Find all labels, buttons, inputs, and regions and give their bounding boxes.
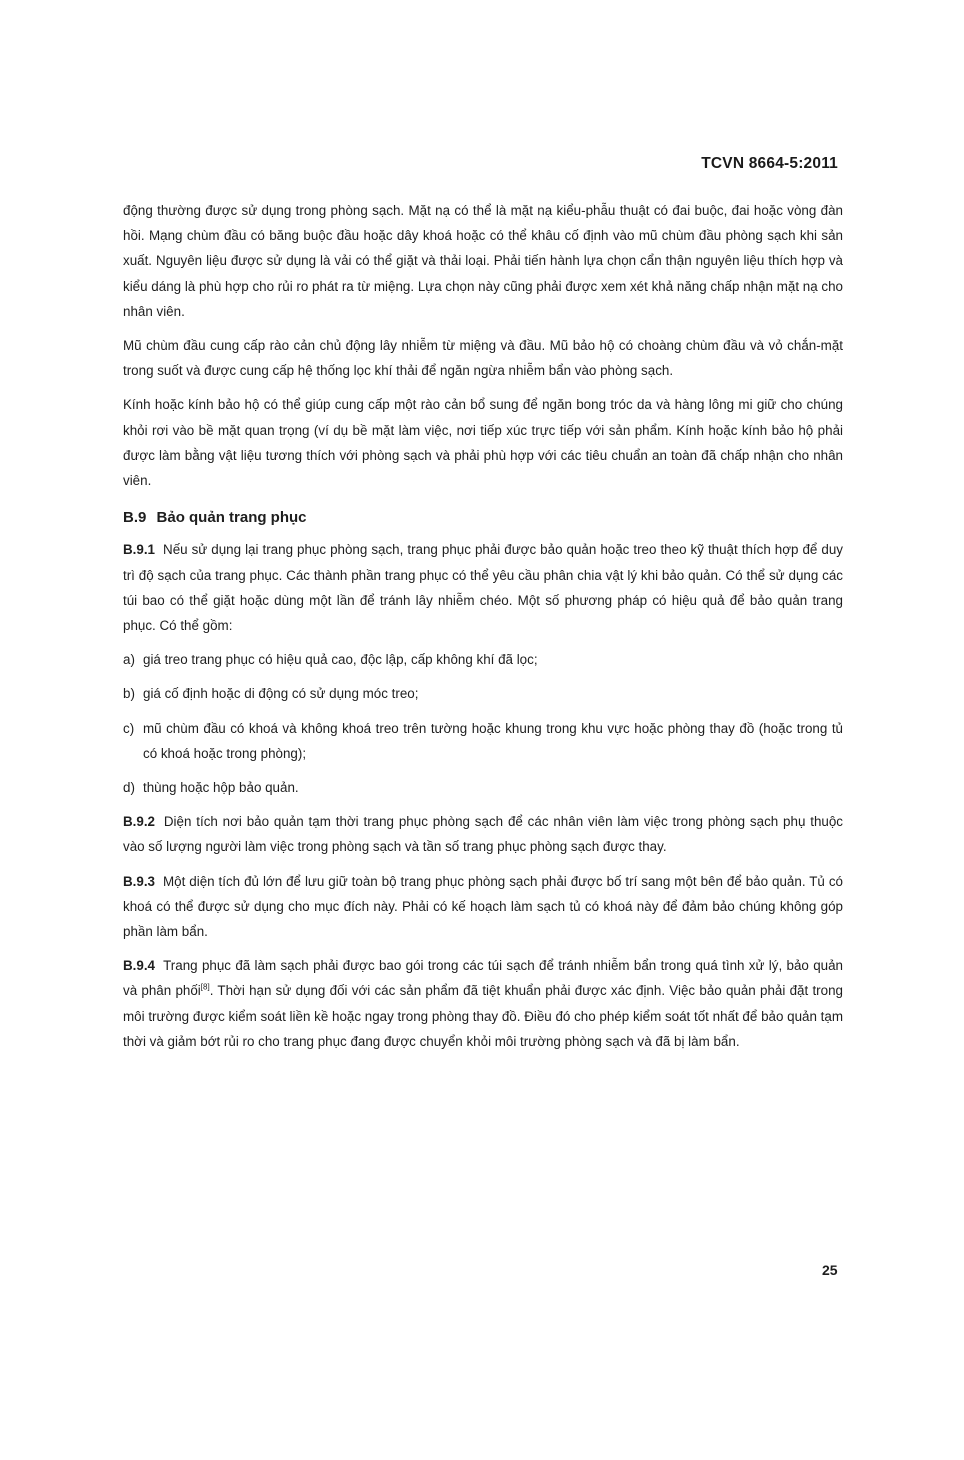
clause-text-part1: Trang phục đã làm sạch phải được bao gói trong các túi sạch để tránh nhiễm bẩn trong quá tình xử lý, bảo quản và phân phối xyxy=(123,958,844,999)
list-text: mũ chùm đầu có khoá và không khoá treo trên tường hoặc khung trong khu vực hoặc phòng thay đồ (hoặc trong tủ có khoá hoặc trong phòng); xyxy=(143,720,843,761)
section-number: B.9 xyxy=(123,509,147,527)
list-marker: d) xyxy=(123,780,135,796)
list-text: thùng hoặc hộp bảo quản. xyxy=(143,780,299,796)
list-text: giá cố định hoặc di động có sử dụng móc treo; xyxy=(143,686,419,702)
list-item-a xyxy=(123,647,843,672)
clause-number: B.9.1 xyxy=(123,542,156,558)
paragraph-goggles: Kính hoặc kính bảo hộ có thể giúp cung cấp một rào cản bổ sung để ngăn bong tróc da và hàng lông mi giữ cho chúng khỏi rơi vào bề mặt quan trọng (ví dụ bề mặt làm việc, nơi tiếp xúc trực tiếp với sản phẩm. Kính hoặc kính bảo hộ phải được làm bằng vật liệu tương thích với phòng sạch và phải phù hợp với các tiêu chuẩn an toàn đã chấp nhận cho nhân viên. xyxy=(123,397,843,489)
list-text: giá treo trang phục có hiệu quả cao, độc lập, cấp không khí đã lọc; xyxy=(143,652,538,668)
list-marker: c) xyxy=(123,720,135,736)
clause-text: Diện tích nơi bảo quản tạm thời trang phục phòng sạch để các nhân viên làm việc trong phòng sạch phụ thuộc vào số lượng người làm việc trong phòng sạch và tần số trang phục phòng sạch được thay. xyxy=(123,814,843,855)
list-item-d xyxy=(123,775,843,800)
clause-b92 xyxy=(123,809,843,859)
clause-number: B.9.2 xyxy=(123,814,156,830)
clause-text-part2: . Thời hạn sử dụng đối với các sản phẩm đã tiệt khuẩn phải được xác định. Việc bảo quản phải đặt trong môi trường được kiểm soát liền kề hoặc ngay trong phòng thay đồ. Điều đó cho phép kiểm soát tốt nhất để bảo quản tạm thời và giảm bớt rủi ro cho trang phục đang được chuyển khỏi môi trường phòng sạch và đã bị làm bẩn. xyxy=(123,983,843,1049)
list-marker: a) xyxy=(123,652,135,668)
page-number: 25 xyxy=(822,1262,838,1278)
list-item-c xyxy=(123,716,843,766)
citation-reference[interactable]: [8] xyxy=(200,983,210,993)
clause-text: Một diện tích đủ lớn để lưu giữ toàn bộ trang phục phòng sạch phải được bố trí sang một bên để bảo quản. Tủ có khoá có thể được sử dụng cho mục đích này. Phải có kế hoạch làm sạch tủ có khoá này để đảm bảo chúng không góp phần làm bẩn. xyxy=(123,873,843,940)
document-header-code: TCVN 8664-5:2011 xyxy=(701,155,838,172)
list-item-b xyxy=(123,681,843,706)
section-heading xyxy=(123,505,843,530)
document-body xyxy=(123,198,843,1063)
section-title: Bảo quản trang phục xyxy=(156,509,307,527)
clause-text: Nếu sử dụng lại trang phục phòng sạch, trang phục phải được bảo quản hoặc treo theo kỹ thuật thích hợp để duy trì độ sạch của trang phục. Các thành phần trang phục có thể yêu cầu phân chia vật lý khi bảo quản. Có thể sử dụng các túi bao có thể giặt hoặc dùng một lần để tránh lây nhiễm chéo. Một số phương pháp có hiệu quả để bảo quản trang phục. Có thể gồm: xyxy=(123,542,843,634)
clause-number: B.9.3 xyxy=(123,873,156,889)
clause-b91 xyxy=(123,537,843,638)
clause-b94 xyxy=(123,953,843,1054)
clause-b93 xyxy=(123,869,843,945)
paragraph-masks: động thường được sử dụng trong phòng sạch. Mặt nạ có thể là mặt nạ kiểu-phẫu thuật có đai buộc, đai hoặc vòng đàn hồi. Mạng chùm đầu có băng buộc đầu hoặc dây khoá hoặc có thể khâu cố định vào mũ chùm đầu phòng sạch khi sản xuất. Nguyên liệu được sử dụng là vải có thể giặt và thải loại. Phải tiến hành lựa chọn cẩn thận nguyên liệu thích hợp và kiểu dáng là phù hợp cho rủi ro phát ra từ miệng. Lựa chọn này cũng phải được xem xét khả năng chấp nhận mặt nạ cho nhân viên. xyxy=(123,203,843,319)
list-marker: b) xyxy=(123,686,135,702)
clause-number: B.9.4 xyxy=(123,958,156,974)
paragraph-hoods: Mũ chùm đầu cung cấp rào cản chủ động lây nhiễm từ miệng và đầu. Mũ bảo hộ có choàng chùm đầu và vỏ chắn-mặt trong suốt và được cung cấp hệ thống lọc khí thải để ngăn ngừa nhiễm bẩn vào phòng sạch. xyxy=(123,338,843,379)
